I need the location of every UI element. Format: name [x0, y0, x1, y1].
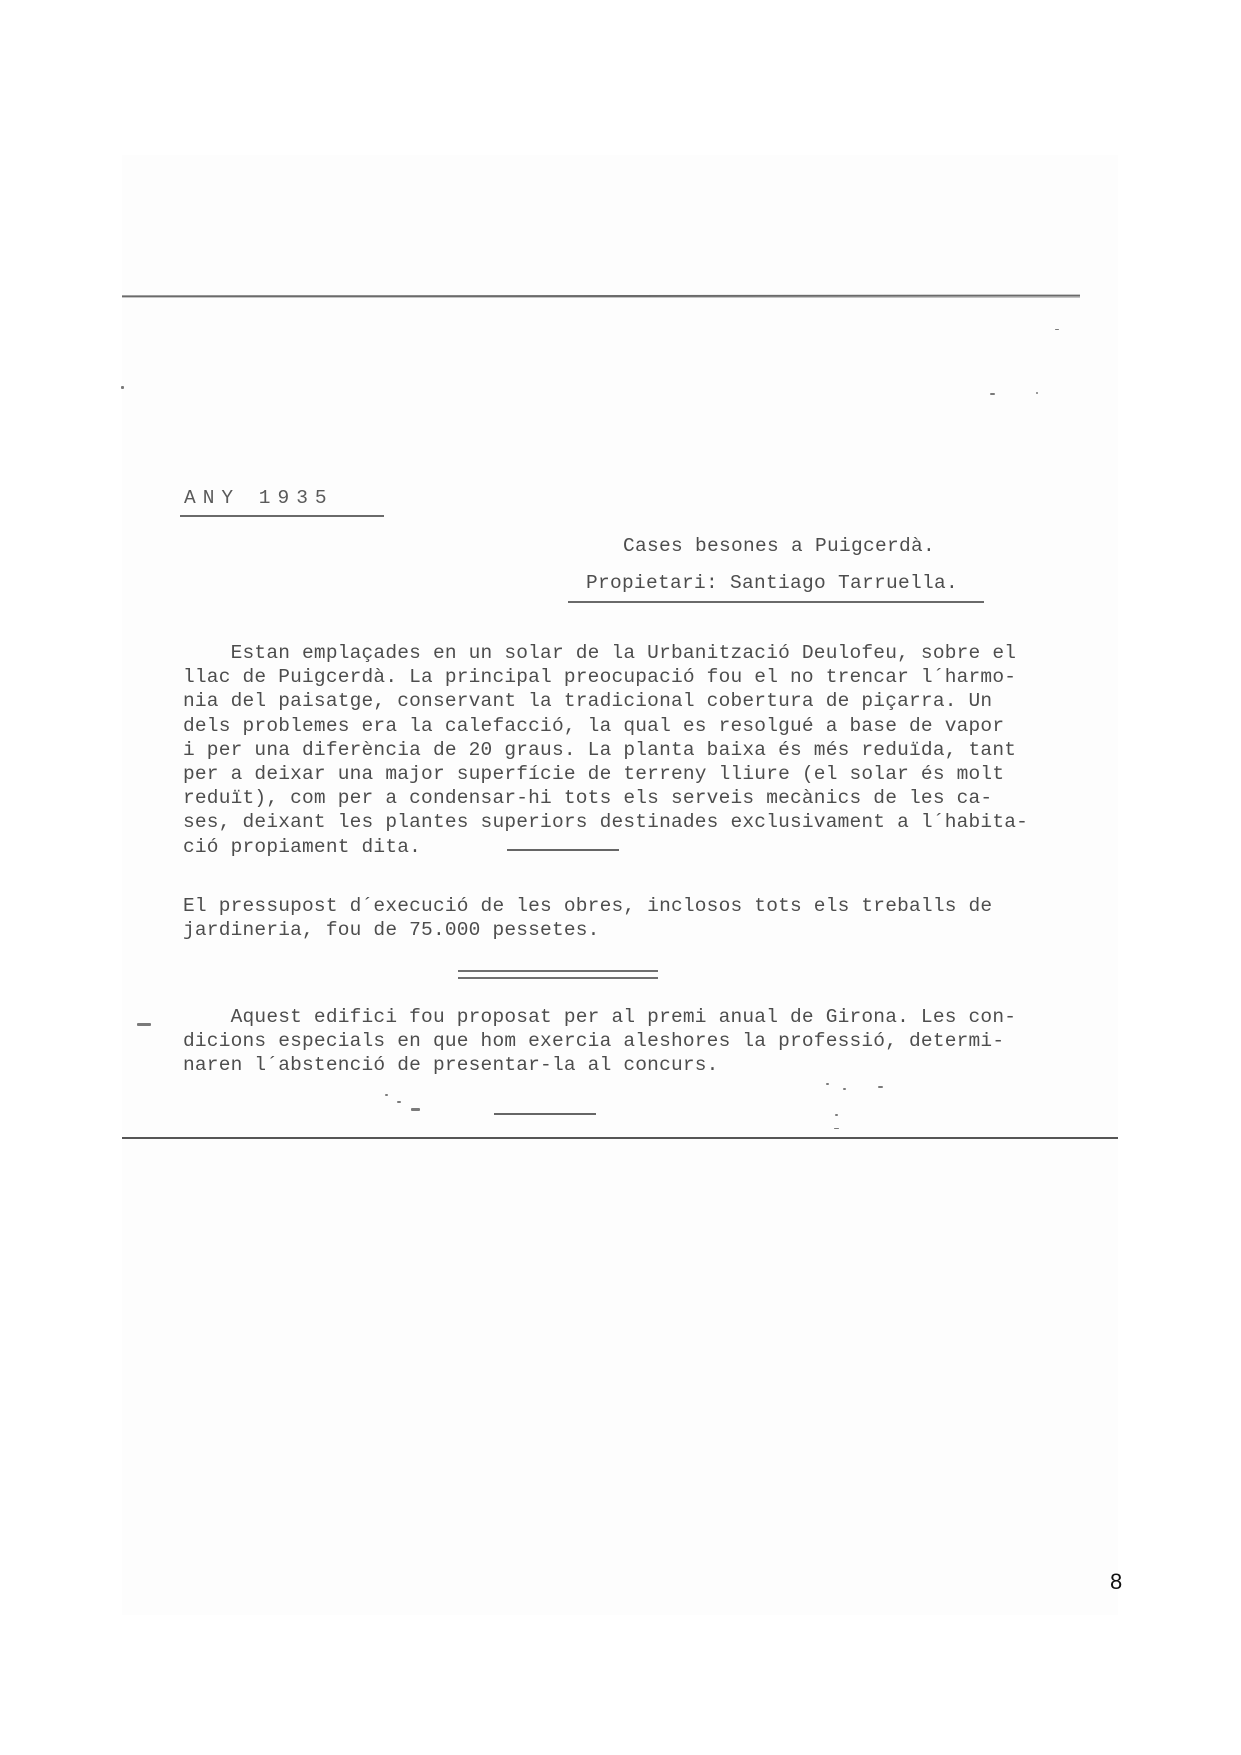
owner-line: Propietari: Santiago Tarruella. — [586, 572, 959, 594]
scan-speck — [411, 1108, 420, 1111]
scan-speck — [843, 1088, 846, 1090]
scan-speck — [397, 1101, 401, 1103]
scanned-sheet — [122, 155, 1118, 1615]
scan-speck — [878, 1086, 883, 1088]
double-line-separator — [458, 970, 658, 979]
scan-speck — [1036, 392, 1038, 394]
year-underline — [180, 515, 384, 517]
scan-speck — [121, 386, 124, 389]
scan-speck — [835, 1114, 838, 1116]
dash-separator — [507, 849, 619, 851]
document-title: Cases besones a Puigcerdà. — [623, 535, 936, 557]
scan-speck — [990, 393, 995, 395]
end-separator — [494, 1113, 596, 1115]
description-paragraph: Estan emplaçades en un solar de la Urbanització Deulofeu, sobre el llac de Puigcerdà. La principal preocupació fou el no trencar l´harmo- nia del paisatge, conservant la tradicional cobertura de piçarra. Un dels problemes era la calefacció, la qual es resolgué a base de vapor i per una diferència de 20 graus. La planta baixa és més reduïda, tant per a deixar una major superfície de terreny lliure (el solar és molt reduït), com per a condensar-hi tots els serveis mecànics de les ca- ses, deixant les plantes superiors destinades exclusivament a l´habita- ció propiament dita. — [183, 642, 1029, 858]
budget-paragraph: El pressupost d´execució de les obres, inclosos tots els treballs de jardineria, fou de 75.000 pessetes. — [183, 895, 993, 942]
year-heading: ANY 1935 — [184, 487, 334, 509]
scan-speck — [826, 1083, 829, 1085]
scan-speck — [1055, 329, 1059, 330]
bottom-rule — [122, 1137, 1118, 1139]
award-paragraph: Aquest edifici fou proposat per al premi anual de Girona. Les con- dicions especials en que hom exercia aleshores la professió, determi- naren l´abstenció de presentar-la al concurs. — [183, 1006, 1017, 1077]
top-rule-shadow — [122, 297, 1080, 298]
scan-speck — [137, 1023, 151, 1026]
page-number: 8 — [1110, 1569, 1123, 1594]
scan-speck — [385, 1094, 388, 1096]
owner-underline — [568, 601, 984, 603]
scan-speck — [834, 1128, 839, 1129]
